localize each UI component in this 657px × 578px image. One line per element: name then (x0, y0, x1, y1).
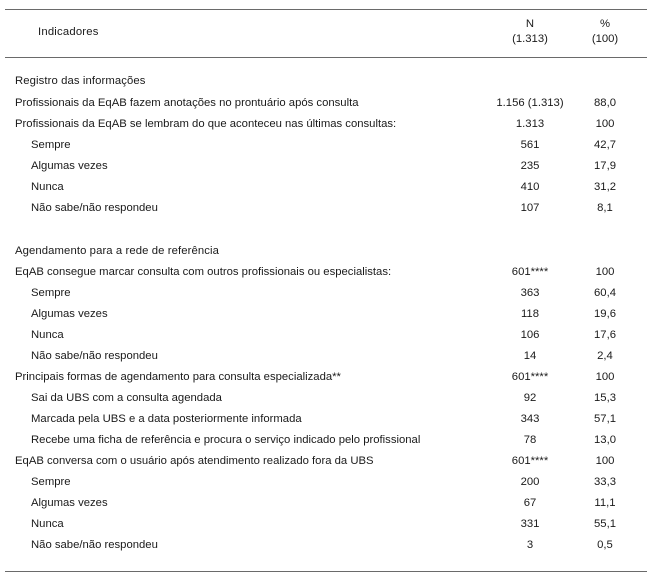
table-row (0, 94, 657, 115)
row-label: Profissionais da EqAB fazem anotações no prontuário após consulta (15, 97, 359, 109)
row-n-value: 14 (523, 350, 537, 362)
table-row (0, 178, 657, 199)
row-n-value: 601**** (511, 371, 549, 383)
row-pct-value: 0,5 (597, 539, 613, 551)
row-label: Marcada pela UBS e a data posteriormente informada (31, 413, 302, 425)
row-label: Recebe uma ficha de referência e procura o serviço indicado pelo profissional (31, 434, 421, 446)
row-n-value: 601**** (511, 266, 549, 278)
table-row (0, 136, 657, 157)
table-bottom-rule (5, 571, 647, 572)
row-label: Algumas vezes (31, 160, 108, 172)
row-pct-value: 100 (595, 118, 615, 130)
row-pct-value: 19,6 (594, 308, 616, 320)
row-pct-value: 33,3 (594, 476, 616, 488)
table-row (0, 515, 657, 536)
row-label: Nunca (31, 518, 64, 530)
row-label: Sempre (31, 139, 71, 151)
row-pct-value: 42,7 (594, 139, 616, 151)
table-row (0, 157, 657, 178)
row-label: EqAB conversa com o usuário após atendimento realizado fora da UBS (15, 455, 374, 467)
row-n-value: 200 (520, 476, 540, 488)
table-row (0, 263, 657, 284)
row-n-value: 118 (520, 308, 539, 320)
row-label: Algumas vezes (31, 497, 108, 509)
row-label: Nunca (31, 329, 64, 341)
row-pct-value: 8,1 (597, 202, 613, 214)
table-row (0, 347, 657, 368)
column-header-pct-total: (100) (591, 33, 619, 45)
column-header-n (495, 17, 565, 47)
table-top-rule (5, 9, 647, 10)
row-pct-value: 17,6 (594, 329, 616, 341)
row-n-value: 1.313 (515, 118, 545, 130)
row-pct-value: 60,4 (594, 287, 616, 299)
column-header-n-total: (1.313) (512, 33, 548, 45)
table-row (0, 431, 657, 452)
row-n-value: 107 (520, 202, 540, 214)
row-pct-value: 2,4 (597, 350, 613, 362)
column-header-indicators: Indicadores (38, 26, 99, 38)
row-pct-value: 100 (595, 266, 615, 278)
row-label: Nunca (31, 181, 64, 193)
section-header (0, 72, 657, 93)
row-pct-value: 57,1 (594, 413, 616, 425)
row-label: Sempre (31, 287, 71, 299)
table-row (0, 389, 657, 410)
table-row (0, 326, 657, 347)
table-row (0, 410, 657, 431)
row-n-value: 1.156 (1.313) (496, 97, 564, 109)
row-n-value: 331 (520, 518, 540, 530)
row-n-value: 343 (520, 413, 540, 425)
row-n-value: 410 (520, 181, 540, 193)
table-row (0, 452, 657, 473)
table-row (0, 494, 657, 515)
row-label: Não sabe/não respondeu (31, 202, 158, 214)
row-n-value: 235 (520, 160, 540, 172)
row-n-value: 106 (520, 329, 540, 341)
column-header-n-label: N (525, 18, 535, 30)
header-bottom-rule (5, 57, 647, 58)
row-label: Não sabe/não respondeu (31, 350, 158, 362)
row-pct-value: 15,3 (594, 392, 616, 404)
row-label: Não sabe/não respondeu (31, 539, 158, 551)
row-n-value: 561 (520, 139, 540, 151)
row-pct-value: 13,0 (594, 434, 616, 446)
row-pct-value: 11,1 (594, 497, 616, 509)
section-title: Registro das informações (15, 75, 146, 87)
table-row (0, 199, 657, 220)
column-header-pct (570, 17, 640, 47)
row-pct-value: 31,2 (594, 181, 616, 193)
table-row (0, 368, 657, 389)
row-n-value: 67 (523, 497, 537, 509)
row-n-value: 92 (523, 392, 537, 404)
row-n-value: 601**** (511, 455, 549, 467)
row-n-value: 78 (523, 434, 537, 446)
row-pct-value: 100 (595, 455, 615, 467)
table-row (0, 473, 657, 494)
row-pct-value: 55,1 (594, 518, 616, 530)
row-label: EqAB consegue marcar consulta com outros profissionais ou especialistas: (15, 266, 392, 278)
row-pct-value: 100 (595, 371, 615, 383)
row-label: Algumas vezes (31, 308, 108, 320)
row-pct-value: 17,9 (594, 160, 616, 172)
table-row (0, 115, 657, 136)
row-label: Principais formas de agendamento para consulta especializada** (15, 371, 341, 383)
column-header-pct-label: % (599, 18, 611, 30)
table-row (0, 284, 657, 305)
section-header (0, 242, 657, 263)
row-label: Sai da UBS com a consulta agendada (31, 392, 222, 404)
row-label: Sempre (31, 476, 71, 488)
row-n-value: 3 (526, 539, 534, 551)
table-row (0, 536, 657, 557)
row-pct-value: 88,0 (594, 97, 616, 109)
row-n-value: 363 (520, 287, 540, 299)
table-row (0, 305, 657, 326)
row-label: Profissionais da EqAB se lembram do que aconteceu nas últimas consultas: (15, 118, 397, 130)
section-title: Agendamento para a rede de referência (15, 245, 220, 257)
